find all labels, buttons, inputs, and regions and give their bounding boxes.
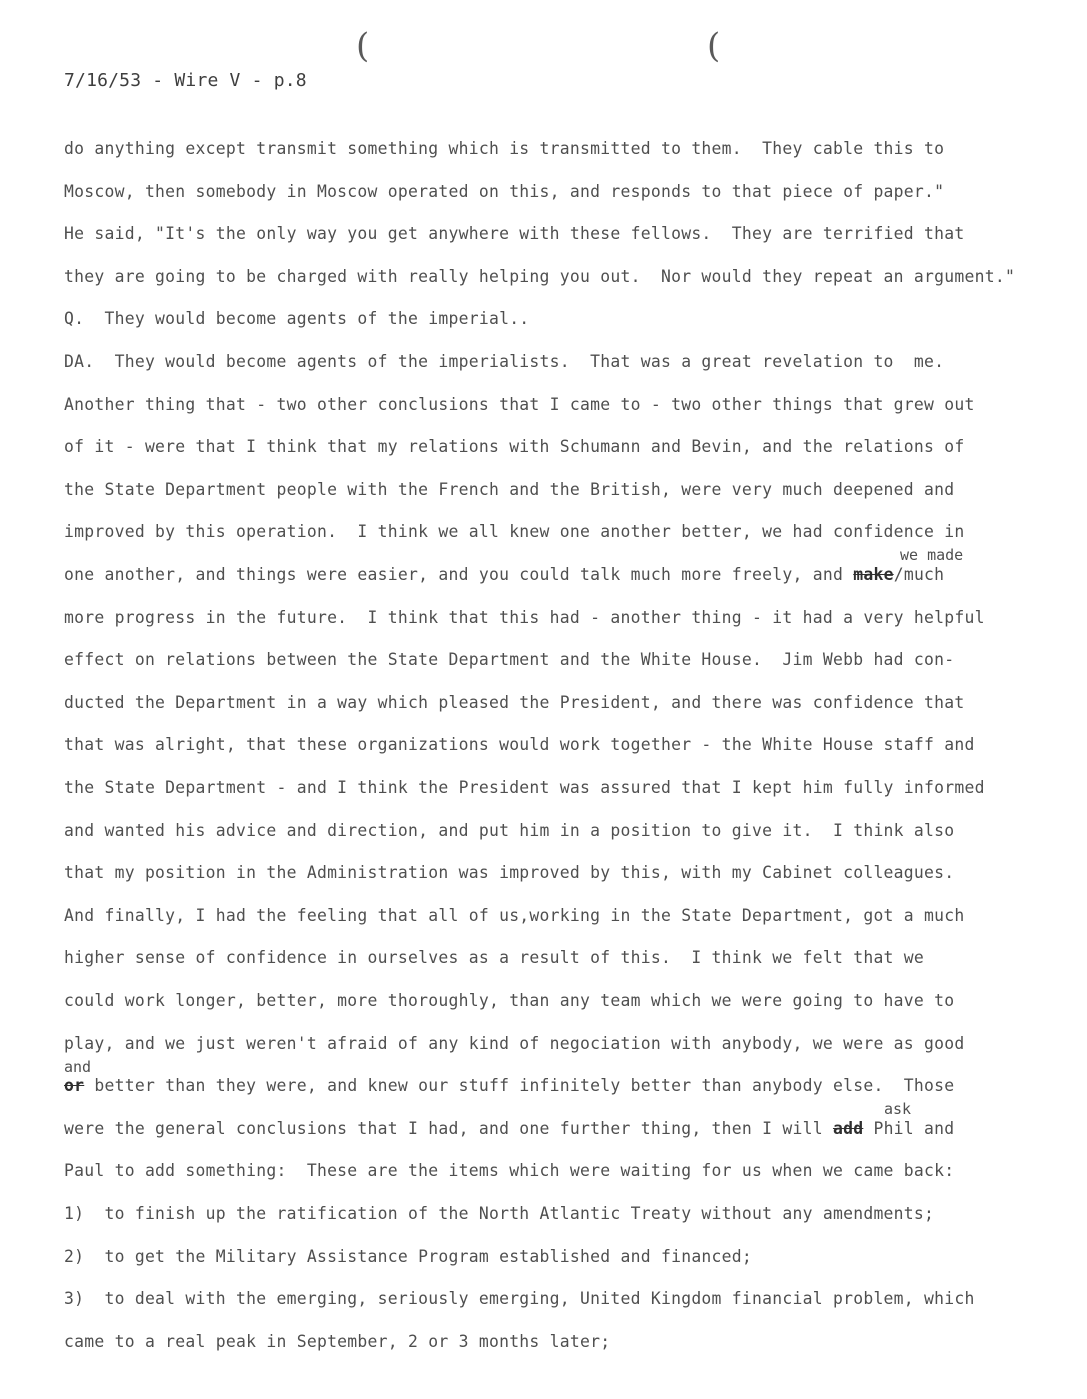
text-line: Q. They would become agents of the imperial.. xyxy=(64,309,530,329)
text-line: Moscow, then somebody in Moscow operated on this, and responds to that piece of paper." xyxy=(64,181,945,201)
text-line: came to a real peak in September, 2 or 3 months later; xyxy=(64,1331,611,1351)
page-header: 7/16/53 - Wire V - p.8 xyxy=(64,70,307,91)
text-line: Paul to add something: These are the items which were waiting for us when we came back: xyxy=(64,1161,955,1181)
text-line: He said, "It's the only way you get anywhere with these fellows. They are terrified that xyxy=(64,224,965,244)
text-line: more progress in the future. I think that this had - another thing - it had a very helpful xyxy=(64,607,985,627)
text-line: higher sense of confidence in ourselves as a result of this. I think we felt that we xyxy=(64,948,925,968)
text-line: could work longer, better, more thoroughly, than any team which we were going to have to xyxy=(64,991,955,1010)
text-line: DA. They would become agents of the imperialists. That was a great revelation to me. xyxy=(64,352,945,371)
text-line: 2) to get the Military Assistance Program established and financed; xyxy=(64,1246,753,1266)
text-line: And finally, I had the feeling that all of us,working in the State Department, got a much xyxy=(64,905,965,925)
text-line: Another thing that - two other conclusions that I came to - two other things that grew out xyxy=(64,394,975,414)
text-line: that was alright, that these organizations would work together - the White House staff and xyxy=(64,735,975,755)
text-line: 3) to deal with the emerging, seriously emerging, United Kingdom financial problem, which xyxy=(64,1289,975,1309)
struck-out-word: make xyxy=(853,565,894,584)
text-line: play, and we just weren't afraid of any kind of negociation with anybody, we were as good xyxy=(64,1033,965,1053)
text-line: improved by this operation. I think we all knew one another better, we had confidence in xyxy=(64,522,965,542)
text-line xyxy=(64,1119,954,1138)
text-segment: Phil and xyxy=(863,1118,955,1138)
handwritten-paren-right: ( xyxy=(707,26,721,66)
text-line: the State Department - and I think the President was assured that I kept him fully informed xyxy=(64,778,985,797)
text-line: they are going to be charged with really helping you out. Nor would they repeat an argument." xyxy=(64,266,1016,286)
insertion-we-made: we made xyxy=(900,546,964,564)
text-line: of it - were that I think that my relations with Schumann and Bevin, and the relations of xyxy=(64,437,965,457)
text-segment: /much xyxy=(893,565,945,584)
text-line xyxy=(64,565,944,584)
text-segment: better than they were, and knew our stuff infinitely better than anybody else. Those xyxy=(84,1076,955,1096)
text-line: 1) to finish up the ratification of the North Atlantic Treaty without any amendments; xyxy=(64,1204,935,1223)
text-segment: one another, and things were easier, and you could talk much more freely, and xyxy=(64,565,854,584)
insertion-ask: ask xyxy=(884,1100,912,1118)
text-line: ducted the Department in a way which pleased the President, and there was confidence that xyxy=(64,692,965,712)
text-line: do anything except transmit something which is transmitted to them. They cable this to xyxy=(64,139,945,158)
text-segment: were the general conclusions that I had, and one further thing, then I will xyxy=(64,1118,833,1138)
text-line: and wanted his advice and direction, and put him in a position to give it. I think also xyxy=(64,820,955,840)
insertion-and: and xyxy=(64,1058,92,1076)
handwritten-paren-left: ( xyxy=(356,26,370,66)
text-line: effect on relations between the State Department and the White House. Jim Webb had con- xyxy=(64,650,955,670)
struck-out-word: add xyxy=(832,1118,864,1138)
text-line xyxy=(64,1076,954,1095)
struck-out-word: or xyxy=(64,1076,85,1096)
text-line: the State Department people with the French and the British, were very much deepened and xyxy=(64,479,955,499)
text-line: that my position in the Administration was improved by this, with my Cabinet colleagues. xyxy=(64,863,955,883)
